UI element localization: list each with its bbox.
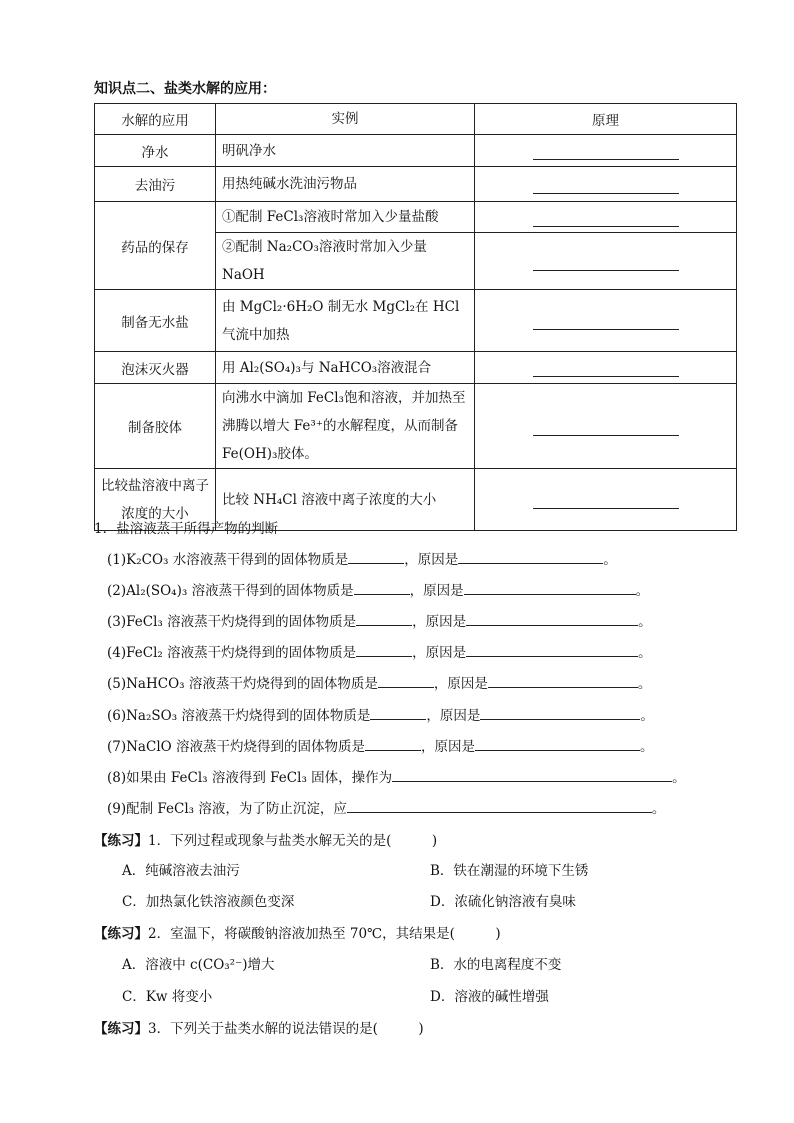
- exercise-stem: 2．室温下，将碳酸钠溶液加热至 70℃，其结果是( ): [148, 926, 501, 942]
- example-cell: ②配制 Na₂CO₃溶液时常加入少量 NaOH: [216, 233, 475, 290]
- question-text: (6)Na₂SO₃ 溶液蒸干灼烧得到的固体物质是: [107, 708, 371, 724]
- principle-blank[interactable]: [475, 135, 737, 167]
- app-cell: 药品的保存: [95, 202, 216, 290]
- example-cell: ①配制 FeCl₃溶液时常加入少量盐酸: [216, 202, 475, 233]
- exercise-stem: 1．下列过程或现象与盐类水解无关的是( ): [148, 833, 438, 849]
- app-cell: 去油污: [95, 167, 216, 202]
- table-row: [95, 135, 737, 167]
- principle-blank[interactable]: [475, 167, 737, 202]
- answer-blank[interactable]: [480, 705, 640, 720]
- exercise-tag: 【练习】: [94, 833, 148, 849]
- exercise-stem: 3．下列关于盐类水解的说法错误的是( ): [148, 1021, 424, 1037]
- option-b[interactable]: B．铁在潮湿的环境下生锈: [430, 863, 589, 879]
- question-text: (8)如果由 FeCl₃ 溶液得到 FeCl₃ 固体，操作为: [107, 770, 393, 786]
- app-cell: 制备胶体: [95, 384, 216, 469]
- app-cell: 泡沫灭火器: [95, 352, 216, 384]
- answer-blank[interactable]: [348, 549, 404, 564]
- option-d[interactable]: D．浓硫化钠溶液有臭味: [430, 894, 576, 910]
- question-text: 。: [603, 552, 617, 568]
- answer-blank[interactable]: [466, 611, 638, 626]
- question-text: 。: [635, 583, 650, 599]
- table-row: [95, 202, 737, 233]
- question-item: [107, 735, 654, 755]
- example-cell: 明矾净水: [216, 135, 475, 167]
- option-a[interactable]: A．纯碱溶液去油污: [122, 863, 240, 879]
- question-text: (1)K₂CO₃ 水溶液蒸干得到的固体物质是: [107, 552, 349, 568]
- exercise-tag: 【练习】: [94, 926, 148, 942]
- answer-blank[interactable]: [466, 642, 638, 657]
- question-text: 。: [638, 645, 652, 661]
- exercise-3-stem: [94, 1017, 424, 1037]
- question-text: ，原因是: [409, 583, 464, 599]
- answer-blank[interactable]: [392, 767, 672, 782]
- example-cell: 用热纯碱水洗油污物品: [216, 167, 475, 202]
- principle-blank[interactable]: [475, 469, 737, 531]
- question-item: [107, 704, 654, 724]
- question-item: [107, 766, 686, 786]
- questions-heading: 1．盐溶液蒸干所得产物的判断: [94, 521, 279, 537]
- table-row: [95, 384, 737, 469]
- question-item: [107, 579, 649, 599]
- principle-blank[interactable]: [475, 352, 737, 384]
- option-b[interactable]: B．水的电离程度不变: [430, 957, 562, 973]
- question-text: ，原因是: [404, 552, 459, 568]
- question-text: ，原因是: [421, 739, 475, 755]
- question-text: (2)Al₂(SO₄)₃ 溶液蒸干得到的固体物质是: [107, 583, 354, 599]
- question-text: 。: [640, 739, 654, 755]
- principle-blank[interactable]: [475, 384, 737, 469]
- question-text: (7)NaClO 溶液蒸干灼烧得到的固体物质是: [107, 739, 365, 755]
- question-text: ，原因是: [412, 614, 467, 630]
- question-item: [107, 672, 651, 692]
- exercise-2-stem: [94, 922, 501, 942]
- question-text: (9)配制 FeCl₃ 溶液，为了防止沉淀，应: [107, 801, 347, 817]
- answer-blank[interactable]: [488, 673, 638, 688]
- exercise-tag: 【练习】: [94, 1021, 148, 1037]
- example-cell: 比较 NH₄Cl 溶液中离子浓度的大小: [216, 469, 475, 531]
- question-item: [107, 548, 617, 568]
- option-c[interactable]: C．Kw 将变小: [122, 989, 213, 1005]
- section-title: 知识点二、盐类水解的应用：: [94, 81, 276, 97]
- principle-blank[interactable]: [475, 202, 737, 233]
- exercise-1-stem: [94, 829, 437, 849]
- answer-blank[interactable]: [378, 673, 434, 688]
- principle-blank[interactable]: [475, 290, 737, 352]
- table-row: [95, 290, 737, 352]
- question-text: (3)FeCl₃ 溶液蒸干灼烧得到的固体物质是: [107, 614, 357, 630]
- answer-blank[interactable]: [354, 580, 410, 595]
- example-cell: 向沸水中滴加 FeCl₃饱和溶液，并加热至沸腾以增大 Fe³⁺的水解程度，从而制备 Fe(OH)₃胶体。: [216, 384, 475, 469]
- answer-blank[interactable]: [347, 798, 652, 813]
- header-principle: 原理: [475, 104, 737, 135]
- answer-blank[interactable]: [475, 736, 640, 751]
- question-item: [107, 641, 652, 661]
- header-example: 实例: [216, 104, 475, 135]
- answer-blank[interactable]: [365, 736, 421, 751]
- question-text: 。: [637, 676, 652, 692]
- question-text: (5)NaHCO₃ 溶液蒸干灼烧得到的固体物质是: [107, 676, 378, 692]
- question-text: ，原因是: [426, 708, 481, 724]
- principle-blank[interactable]: [475, 233, 737, 290]
- question-text: ，原因是: [412, 645, 467, 661]
- app-cell: 比较盐溶液中离子浓度的大小: [95, 469, 216, 531]
- question-text: 。: [638, 614, 652, 630]
- answer-blank[interactable]: [458, 549, 603, 564]
- app-cell: 制备无水盐: [95, 290, 216, 352]
- question-text: 。: [672, 770, 686, 786]
- example-cell: 用 Al₂(SO₄)₃与 NaHCO₃溶液混合: [216, 352, 475, 384]
- option-d[interactable]: D．溶液的碱性增强: [430, 989, 549, 1005]
- question-text: 。: [640, 708, 654, 724]
- question-text: 。: [651, 801, 666, 817]
- header-application: 水解的应用: [95, 104, 216, 135]
- question-item: [107, 610, 652, 630]
- table-row: [95, 352, 737, 384]
- answer-blank[interactable]: [464, 580, 636, 595]
- question-item: [107, 797, 665, 817]
- option-a[interactable]: A．溶液中 c(CO₃²⁻)增大: [122, 957, 275, 973]
- answer-blank[interactable]: [370, 705, 426, 720]
- app-cell: 净水: [95, 135, 216, 167]
- option-c[interactable]: C．加热氯化铁溶液颜色变深: [122, 894, 295, 910]
- question-text: (4)FeCl₂ 溶液蒸干灼烧得到的固体物质是: [107, 645, 357, 661]
- answer-blank[interactable]: [356, 642, 412, 657]
- example-cell: 由 MgCl₂·6H₂O 制无水 MgCl₂在 HCl 气流中加热: [216, 290, 475, 352]
- table-header-row: [95, 104, 737, 135]
- hydrolysis-application-table: [94, 103, 737, 531]
- answer-blank[interactable]: [356, 611, 412, 626]
- question-text: ，原因是: [433, 676, 488, 692]
- table-row: [95, 167, 737, 202]
